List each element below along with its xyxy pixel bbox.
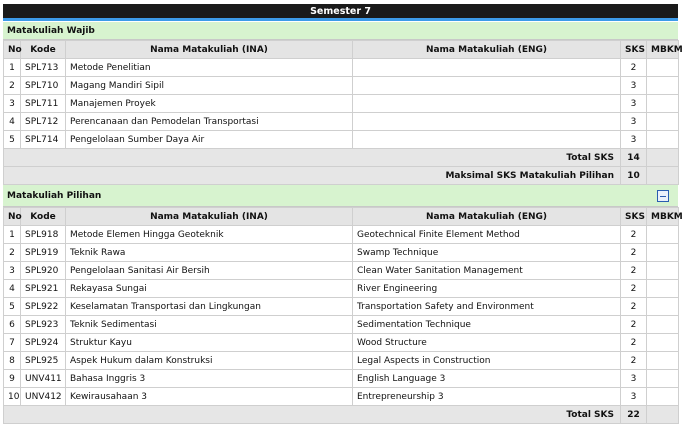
- cell-kode: UNV412: [21, 388, 66, 406]
- table-row: [4, 226, 679, 244]
- cell-ina: Struktur Kayu: [66, 334, 353, 352]
- cell-mbkm: [647, 370, 679, 388]
- table-row: [4, 244, 679, 262]
- section-title-wajib: Matakuliah Wajib: [7, 26, 95, 36]
- table-row: [4, 95, 679, 113]
- cell-mbkm: [647, 77, 679, 95]
- cell-eng: River Engineering: [353, 280, 621, 298]
- table-row: [4, 280, 679, 298]
- cell-ina: Keselamatan Transportasi dan Lingkungan: [66, 298, 353, 316]
- col-header-mbkm: MBKM: [647, 208, 679, 226]
- cell-kode: SPL920: [21, 262, 66, 280]
- cell-ina: Bahasa Inggris 3: [66, 370, 353, 388]
- cell-eng: Wood Structure: [353, 334, 621, 352]
- cell-ina: Perencanaan dan Pemodelan Transportasi: [66, 113, 353, 131]
- max-mbkm-cell: [647, 167, 679, 185]
- table-row: [4, 131, 679, 149]
- cell-eng: Transportation Safety and Environment: [353, 298, 621, 316]
- cell-ina: Magang Mandiri Sipil: [66, 77, 353, 95]
- cell-no: 10: [4, 388, 21, 406]
- cell-kode: SPL924: [21, 334, 66, 352]
- col-header-ina: Nama Matakuliah (INA): [66, 208, 353, 226]
- cell-no: 2: [4, 77, 21, 95]
- cell-sks: 2: [621, 262, 647, 280]
- table-row: [4, 388, 679, 406]
- table-row: [4, 59, 679, 77]
- col-header-kode: Kode: [21, 41, 66, 59]
- col-header-no: No: [4, 208, 21, 226]
- minus-icon[interactable]: [657, 190, 669, 202]
- col-header-eng: Nama Matakuliah (ENG): [353, 208, 621, 226]
- cell-sks: 2: [621, 352, 647, 370]
- cell-sks: 2: [621, 226, 647, 244]
- cell-kode: SPL713: [21, 59, 66, 77]
- section-header-wajib: [3, 22, 678, 40]
- cell-sks: 2: [621, 280, 647, 298]
- total-mbkm-cell: [647, 149, 679, 167]
- table-wajib: [3, 40, 683, 185]
- cell-kode: SPL918: [21, 226, 66, 244]
- table-row: [4, 77, 679, 95]
- total-mbkm-cell: [647, 406, 679, 424]
- cell-ina: Aspek Hukum dalam Konstruksi: [66, 352, 353, 370]
- cell-eng: [353, 95, 621, 113]
- table-row: [4, 113, 679, 131]
- cell-mbkm: [647, 352, 679, 370]
- cell-ina: Pengelolaan Sumber Daya Air: [66, 131, 353, 149]
- col-header-mbkm: MBKM: [647, 41, 679, 59]
- cell-kode: SPL921: [21, 280, 66, 298]
- cell-eng: [353, 113, 621, 131]
- col-header-eng: Nama Matakuliah (ENG): [353, 41, 621, 59]
- cell-no: 4: [4, 280, 21, 298]
- cell-kode: SPL712: [21, 113, 66, 131]
- cell-mbkm: [647, 113, 679, 131]
- col-header-ina: Nama Matakuliah (INA): [66, 41, 353, 59]
- col-header-sks: SKS: [621, 208, 647, 226]
- cell-sks: 2: [621, 334, 647, 352]
- cell-sks: 2: [621, 244, 647, 262]
- cell-mbkm: [647, 244, 679, 262]
- cell-sks: 3: [621, 131, 647, 149]
- cell-no: 6: [4, 316, 21, 334]
- cell-eng: [353, 77, 621, 95]
- cell-no: 5: [4, 298, 21, 316]
- cell-no: 4: [4, 113, 21, 131]
- table-row: [4, 352, 679, 370]
- cell-eng: Legal Aspects in Construction: [353, 352, 621, 370]
- cell-kode: SPL714: [21, 131, 66, 149]
- cell-eng: Entrepreneurship 3: [353, 388, 621, 406]
- col-header-kode: Kode: [21, 208, 66, 226]
- cell-eng: [353, 131, 621, 149]
- cell-mbkm: [647, 262, 679, 280]
- section-header-pilihan: [3, 185, 678, 207]
- table-row: [4, 316, 679, 334]
- cell-mbkm: [647, 131, 679, 149]
- cell-ina: Teknik Sedimentasi: [66, 316, 353, 334]
- cell-sks: 2: [621, 298, 647, 316]
- cell-mbkm: [647, 334, 679, 352]
- cell-kode: SPL923: [21, 316, 66, 334]
- cell-ina: Rekayasa Sungai: [66, 280, 353, 298]
- cell-sks: 3: [621, 370, 647, 388]
- cell-sks: 3: [621, 388, 647, 406]
- total-value-pilihan: 22: [621, 406, 647, 424]
- cell-mbkm: [647, 59, 679, 77]
- cell-kode: SPL711: [21, 95, 66, 113]
- cell-mbkm: [647, 226, 679, 244]
- cell-kode: SPL925: [21, 352, 66, 370]
- cell-ina: Teknik Rawa: [66, 244, 353, 262]
- cell-no: 7: [4, 334, 21, 352]
- cell-no: 9: [4, 370, 21, 388]
- cell-sks: 2: [621, 59, 647, 77]
- cell-kode: SPL919: [21, 244, 66, 262]
- cell-eng: [353, 59, 621, 77]
- cell-no: 1: [4, 226, 21, 244]
- table-pilihan: [3, 207, 683, 424]
- cell-mbkm: [647, 95, 679, 113]
- cell-no: 2: [4, 244, 21, 262]
- table-header-row: [4, 41, 679, 59]
- table-row: [4, 370, 679, 388]
- cell-kode: UNV411: [21, 370, 66, 388]
- total-value-wajib: 14: [621, 149, 647, 167]
- total-row-pilihan: [4, 406, 679, 424]
- cell-ina: Metode Penelitian: [66, 59, 353, 77]
- cell-mbkm: [647, 316, 679, 334]
- cell-eng: Clean Water Sanitation Management: [353, 262, 621, 280]
- table-header-row: [4, 208, 679, 226]
- cell-sks: 3: [621, 113, 647, 131]
- cell-eng: Swamp Technique: [353, 244, 621, 262]
- col-header-sks: SKS: [621, 41, 647, 59]
- total-label-pilihan: Total SKS: [4, 406, 621, 424]
- cell-no: 8: [4, 352, 21, 370]
- cell-ina: Kewirausahaan 3: [66, 388, 353, 406]
- semester-panel: [3, 4, 683, 424]
- max-pilihan-label: Maksimal SKS Matakuliah Pilihan: [4, 167, 621, 185]
- cell-eng: Sedimentation Technique: [353, 316, 621, 334]
- cell-mbkm: [647, 298, 679, 316]
- cell-no: 3: [4, 262, 21, 280]
- cell-kode: SPL922: [21, 298, 66, 316]
- total-row-wajib: [4, 149, 679, 167]
- cell-sks: 3: [621, 77, 647, 95]
- max-pilihan-value: 10: [621, 167, 647, 185]
- semester-title: Semester 7: [3, 4, 678, 21]
- cell-mbkm: [647, 388, 679, 406]
- cell-sks: 2: [621, 316, 647, 334]
- cell-no: 1: [4, 59, 21, 77]
- cell-kode: SPL710: [21, 77, 66, 95]
- table-row: [4, 262, 679, 280]
- section-title-pilihan: Matakuliah Pilihan: [7, 191, 102, 201]
- cell-ina: Pengelolaan Sanitasi Air Bersih: [66, 262, 353, 280]
- table-row: [4, 334, 679, 352]
- cell-mbkm: [647, 280, 679, 298]
- cell-ina: Manajemen Proyek: [66, 95, 353, 113]
- cell-eng: English Language 3: [353, 370, 621, 388]
- cell-eng: Geotechnical Finite Element Method: [353, 226, 621, 244]
- table-row: [4, 298, 679, 316]
- max-pilihan-row: [4, 167, 679, 185]
- cell-ina: Metode Elemen Hingga Geoteknik: [66, 226, 353, 244]
- col-header-no: No: [4, 41, 21, 59]
- total-label-wajib: Total SKS: [4, 149, 621, 167]
- cell-no: 5: [4, 131, 21, 149]
- cell-no: 3: [4, 95, 21, 113]
- cell-sks: 3: [621, 95, 647, 113]
